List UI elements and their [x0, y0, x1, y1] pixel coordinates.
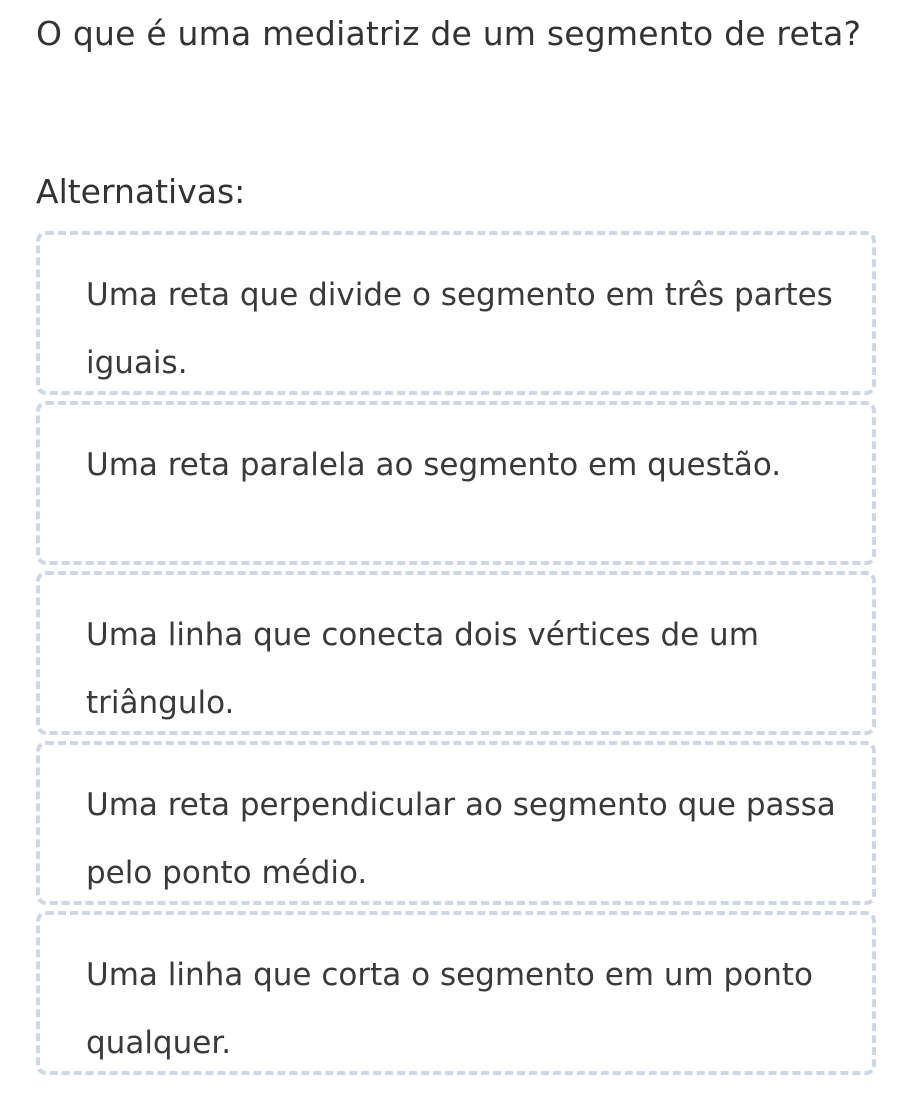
question-text: O que é uma mediatriz de um segmento de reta? [36, 14, 862, 53]
alternatives-list [36, 231, 876, 1075]
option-1[interactable]: Uma reta que divide o segmento em três partes iguais. [36, 231, 876, 395]
option-3[interactable]: Uma linha que conecta dois vértices de um triângulo. [36, 571, 876, 735]
option-2[interactable]: Uma reta paralela ao segmento em questão. [36, 401, 876, 565]
option-4[interactable]: Uma reta perpendicular ao segmento que passa pelo ponto médio. [36, 741, 876, 905]
option-5[interactable]: Uma linha que corta o segmento em um ponto qualquer. [36, 911, 876, 1075]
alternatives-heading: Alternativas: [36, 172, 246, 211]
